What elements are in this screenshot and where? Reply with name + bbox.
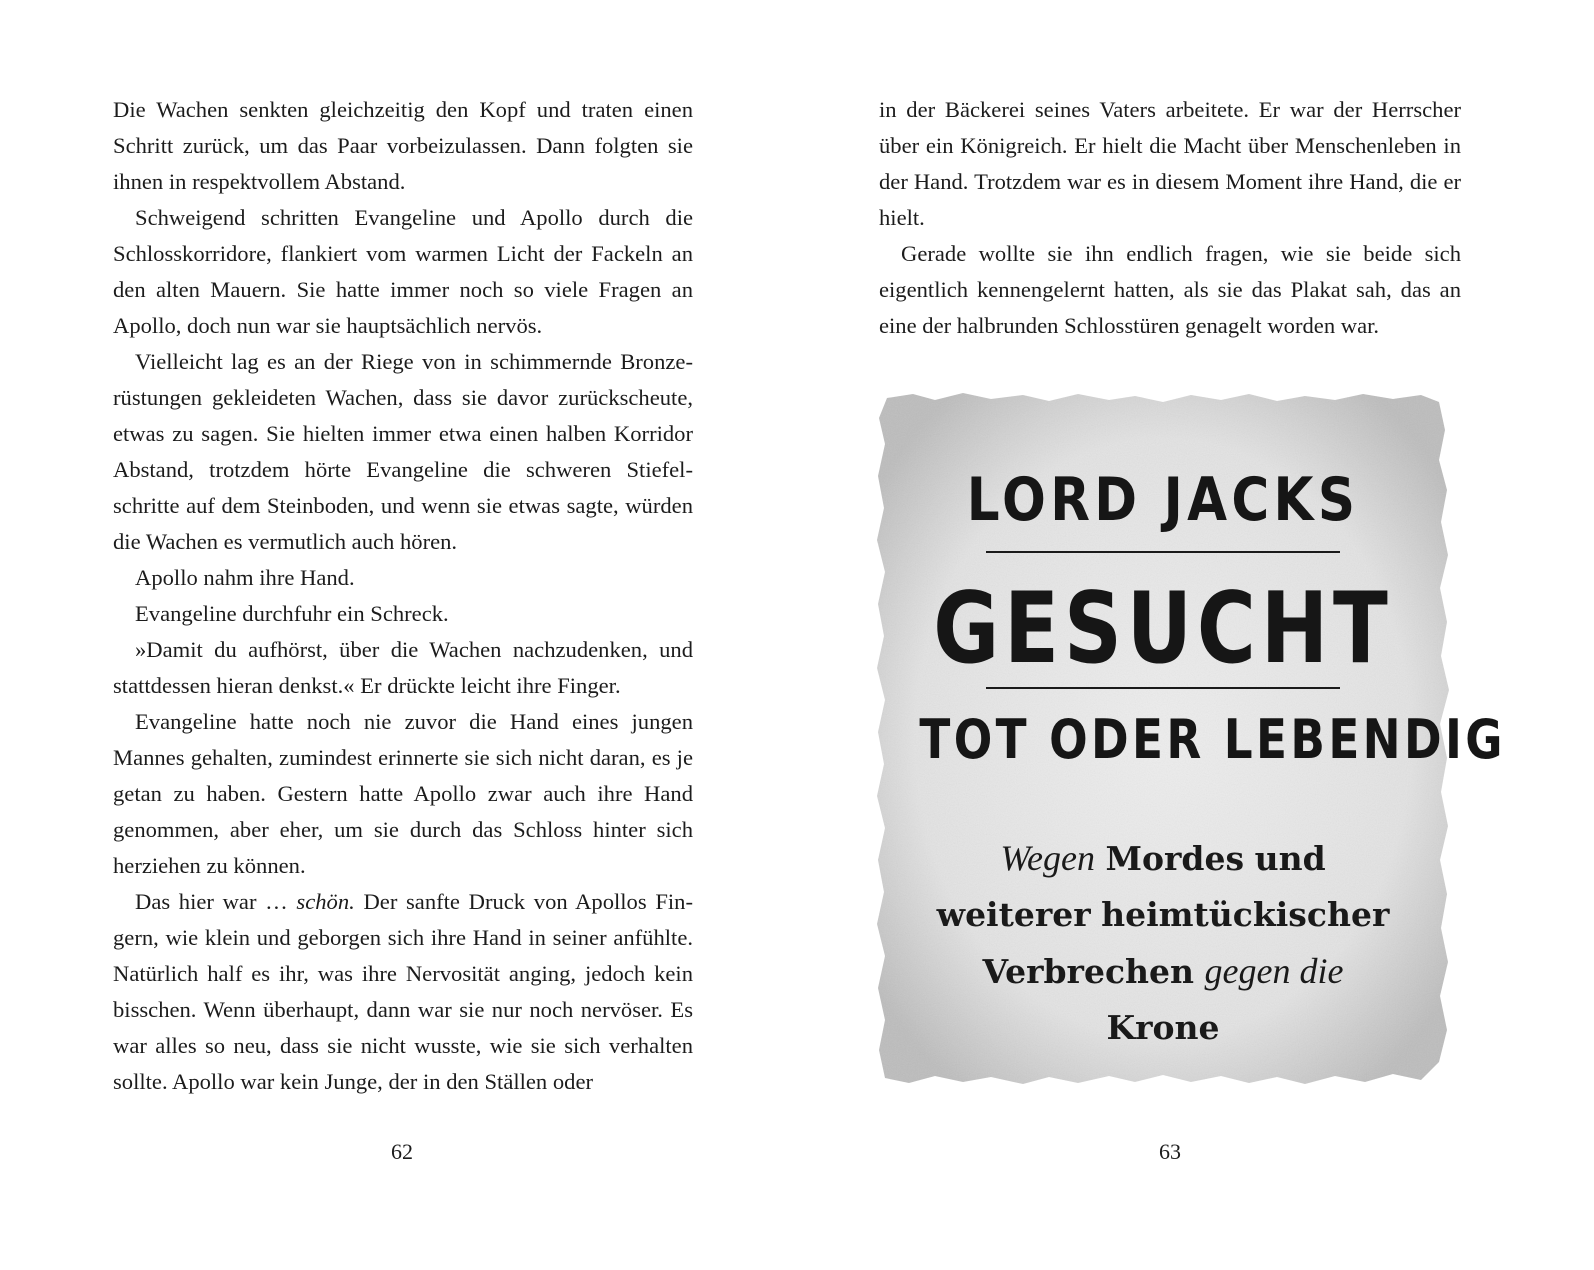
crime-word: Krone (1106, 1008, 1220, 1047)
crime-word: und (1254, 839, 1326, 878)
poster-name: LORD JACKS (966, 465, 1360, 535)
paragraph: Apollo nahm ihre Hand. (135, 565, 355, 590)
wanted-poster (873, 390, 1506, 1090)
poster-dead-or-alive: TOT ODER LEBENDIG (919, 708, 1506, 771)
paragraph: Gerade wollte sie ihn endlich fragen, wie sie beide sich eigentlich kennengelernt hatten, als sie das Plakat sah, das an eine der halbrunden Schlosstüren genagelt worden war. (879, 241, 1461, 338)
paragraph: in der Bäckerei seines Vaters arbeitete. Er war der Herrscher über ein Königreich. Er hielt die Macht über Menschenleben in der Hand. Trotzdem war es in diesem Moment ihre Hand, die er hielt. (879, 97, 1461, 230)
left-page-text (113, 92, 693, 1100)
poster-wanted: GESUCHT (933, 572, 1393, 686)
emphasis: schön. (296, 889, 355, 914)
crime-word: weiterer (936, 895, 1091, 934)
paragraph: »Damit du aufhörst, über die Wachen nachzudenken, und stattdessen hieran denkst.« Er drückte leicht ihre Finger. (113, 637, 693, 698)
crime-word: gegen die (1204, 951, 1344, 991)
paragraph-start: Das hier war … (135, 889, 297, 914)
right-page (797, 0, 1594, 1270)
crime-word: heimtückischer (1101, 895, 1390, 934)
page-number-left: 62 (391, 1139, 413, 1164)
right-page-text (879, 92, 1461, 344)
divider (986, 551, 1340, 553)
paragraph: Evangeline durchfuhr ein Schreck. (135, 601, 449, 626)
paragraph: Evangeline hatte noch nie zuvor die Hand eines jungen Mannes gehalten, zumindest erinnerte sie sich nicht daran, es je getan zu haben. Gestern hatte Apollo zwar auch ihre Hand genommen, aber eher, um sie durch das Schloss hinter sich herziehen zu können. (113, 709, 693, 878)
paragraph: Die Wachen senkten gleichzeitig den Kopf und traten einen Schritt zurück, um das Paar vorbeizulassen. Dann folgten sie ihnen in respektvollem Abstand. (113, 97, 693, 194)
crime-word: Wegen (1000, 838, 1095, 878)
paragraph (113, 884, 693, 1100)
poster-crime (923, 830, 1403, 1056)
divider (986, 687, 1340, 689)
paragraph-rest: Der sanfte Druck von Apollos Fingern, wie klein und geborgen sich ihre Hand in seiner anfühlte. Natürlich half es ihr, was ihre Nervosität anging, jedoch kein bisschen. Wenn überhaupt, dann war sie nur noch nervöser. Es war alles so neu, dass sie nicht wusste, wie sie sich verhalten sollte. Apollo war kein Junge, der in den Ställen oder (113, 889, 693, 1094)
page-number-right: 63 (1159, 1139, 1181, 1164)
crime-word: Verbrechen (982, 952, 1195, 991)
paragraph: Schweigend schritten Evangeline und Apollo durch die Schlosskorridore, flankiert vom warmen Licht der Fackeln an den alten Mauern. Sie hatte immer noch so viele Fragen an Apollo, doch nun war sie hauptsächlich nervös. (113, 205, 693, 338)
poster-content (873, 390, 1506, 1090)
crime-word: Mordes (1105, 839, 1245, 878)
paragraph: Vielleicht lag es an der Riege von in schimmernde Bronzerüstungen gekleideten Wachen, dass sie davor zurückscheute, etwas zu sagen. Sie hielten immer etwa einen halben Korridor Abstand, trotzdem hörte Evangeline die schweren Stiefelschritte auf dem Steinboden, und wenn sie etwas sagte, würden die Wachen es vermutlich auch hören. (113, 349, 693, 554)
